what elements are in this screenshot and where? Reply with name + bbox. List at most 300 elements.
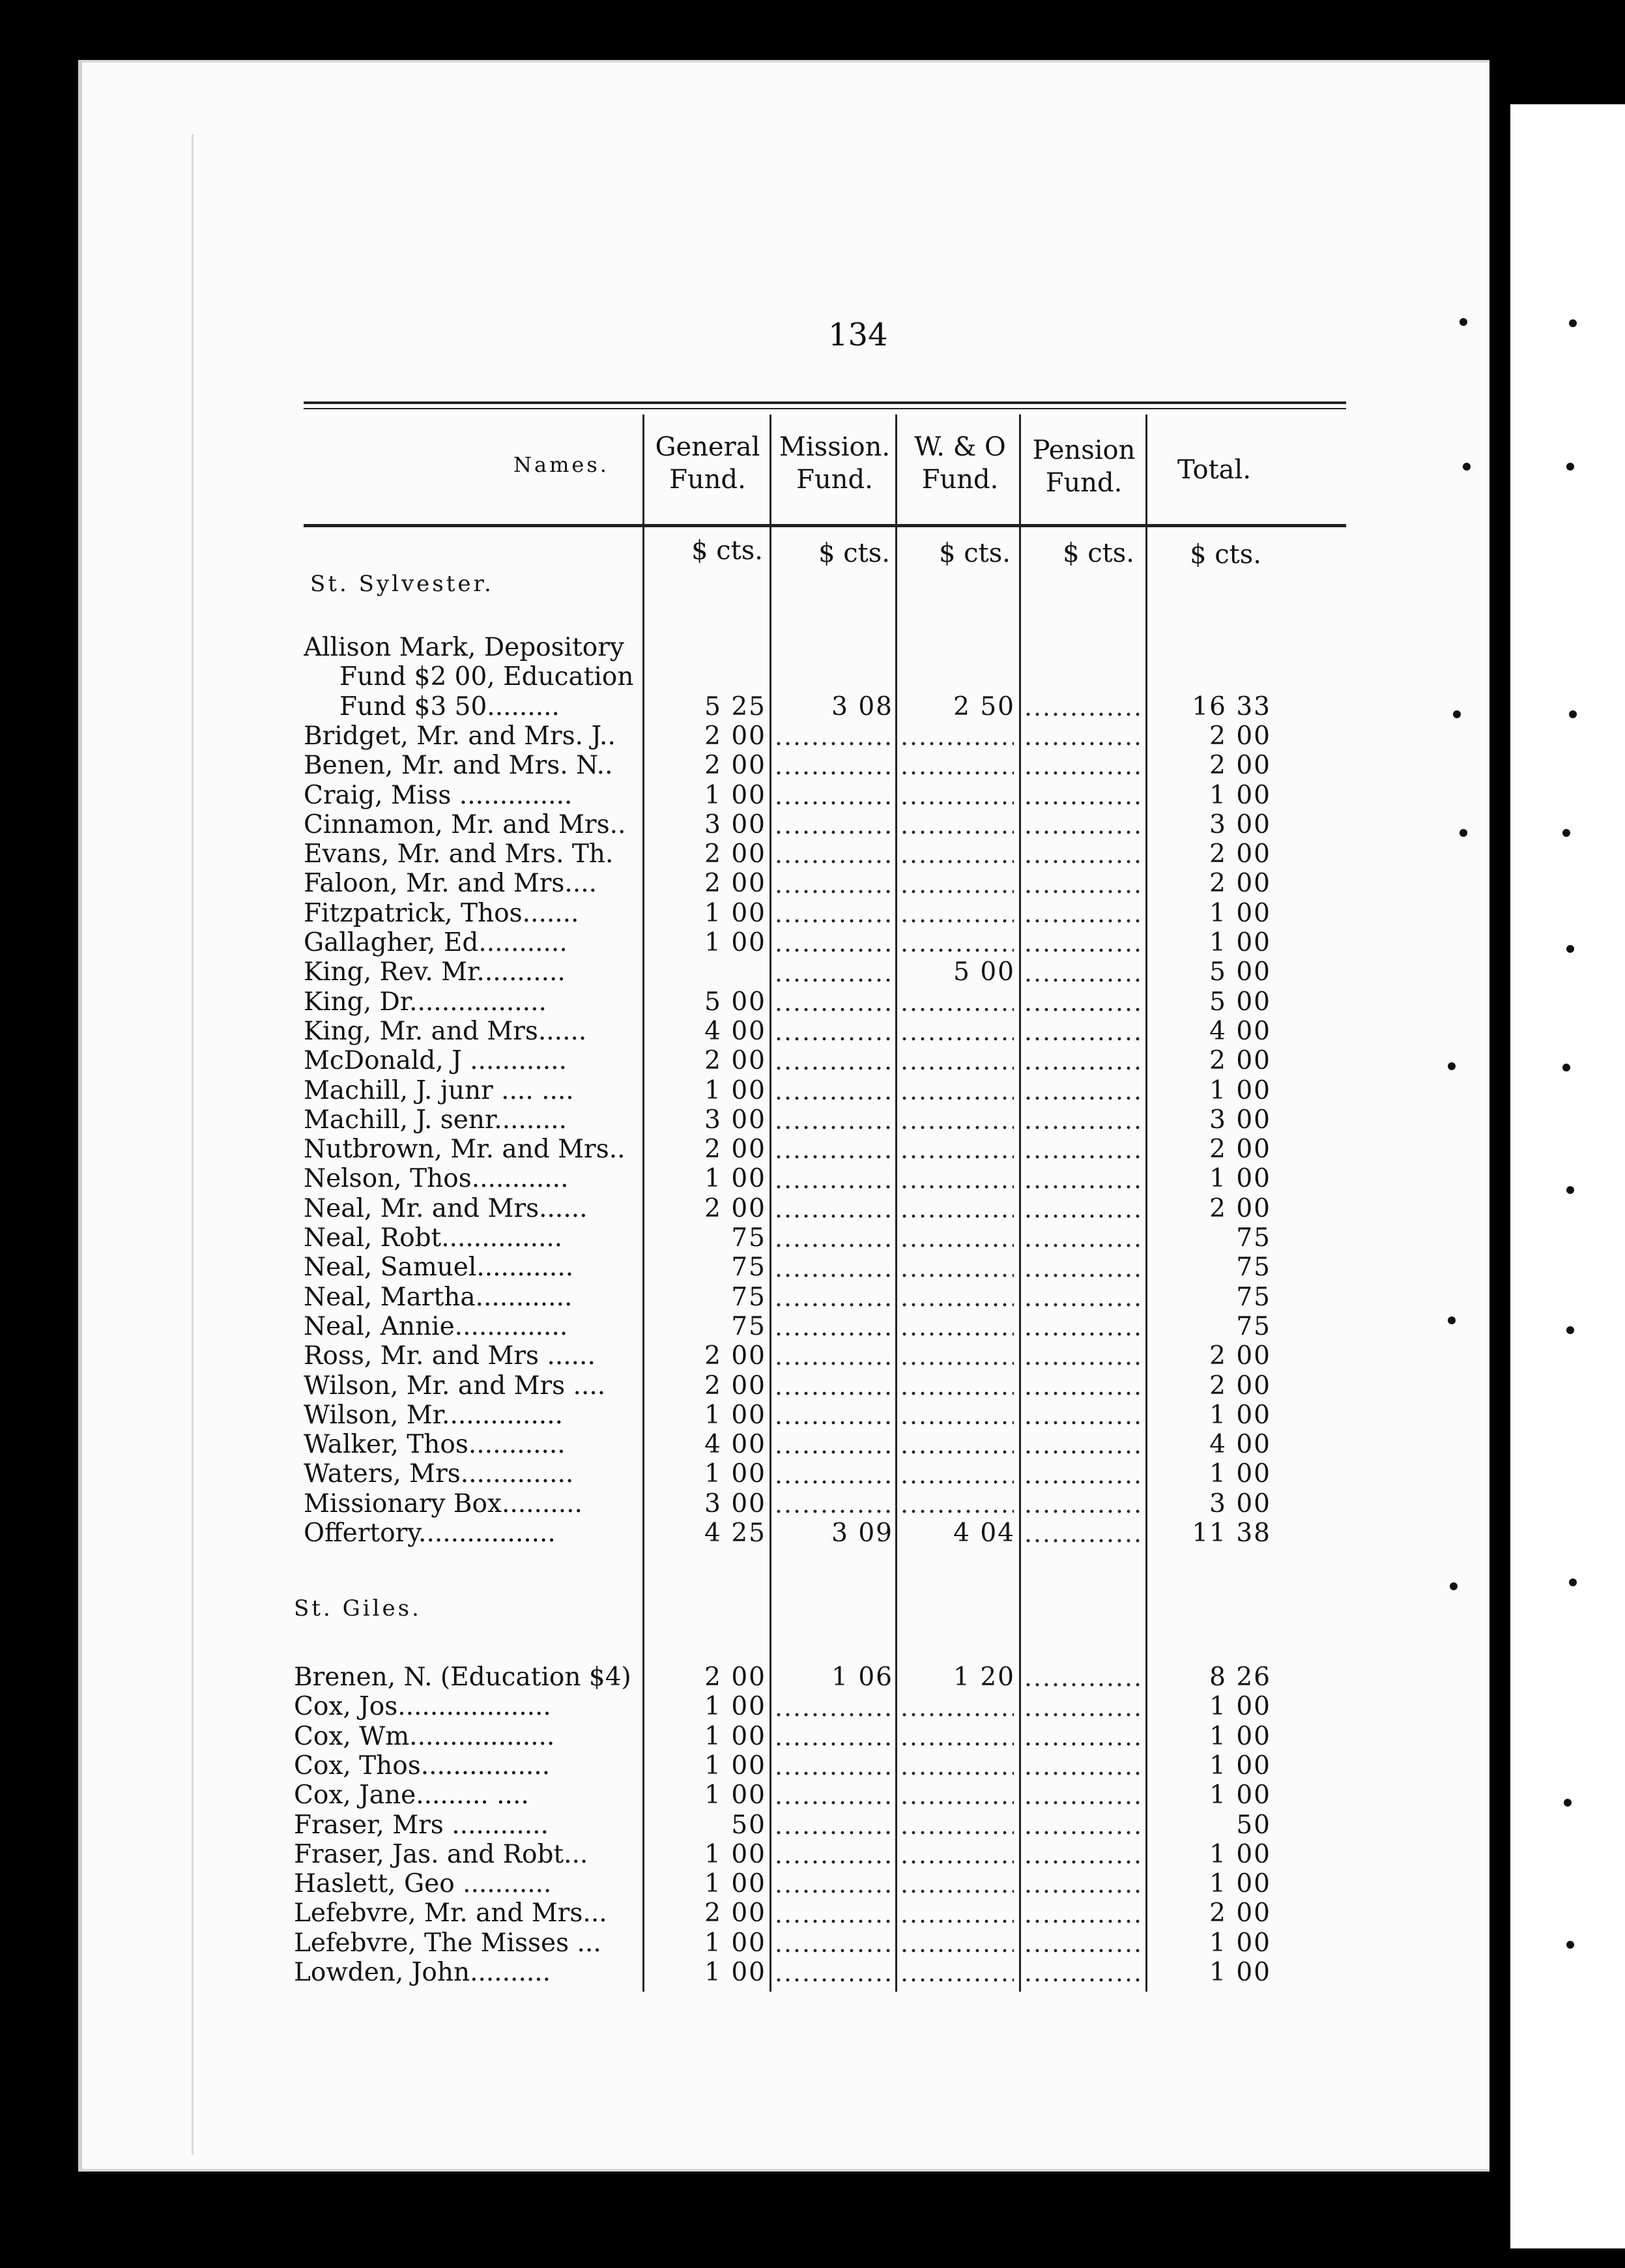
total-amount: 2 00 [1209, 751, 1271, 781]
mission-leader-dots [774, 1243, 890, 1247]
pension-leader-dots [1024, 1949, 1140, 1953]
contributor-name: Machill, J. senr......... [304, 1105, 567, 1135]
scan-speck [1562, 829, 1570, 837]
pension-leader-dots [1024, 919, 1140, 923]
top-rule [304, 401, 1346, 404]
mission-amount: 3 08 [831, 691, 893, 721]
table-row [82, 1371, 1489, 1401]
contributor-name: Fitzpatrick, Thos....... [304, 898, 579, 928]
table-row [82, 1017, 1489, 1046]
wo-leader-dots [900, 1214, 1014, 1218]
general-amount: 1 00 [704, 780, 766, 810]
total-amount: 75 [1236, 1311, 1271, 1341]
mission-leader-dots [774, 1450, 890, 1454]
wo-leader-dots [900, 919, 1014, 923]
total-amount: 2 00 [1209, 1371, 1271, 1401]
wo-leader-dots [900, 1742, 1014, 1746]
mission-leader-dots [774, 1860, 890, 1864]
contributor-name: Bridget, Mr. and Mrs. J.. [304, 721, 616, 751]
contributor-name: Nelson, Thos............ [304, 1164, 569, 1194]
table-row [82, 810, 1489, 839]
total-amount: 75 [1236, 1282, 1271, 1312]
general-amount: 2 00 [704, 1046, 766, 1076]
wo-leader-dots [900, 1771, 1014, 1775]
pension-leader-dots [1024, 1273, 1140, 1277]
total-amount: 2 00 [1209, 1046, 1271, 1076]
general-amount: 2 00 [704, 839, 766, 869]
wo-leader-dots [900, 1037, 1014, 1041]
table-row [82, 1135, 1489, 1164]
table-row [82, 633, 1489, 721]
total-amount: 75 [1236, 1223, 1271, 1253]
general-amount: 2 00 [704, 1341, 766, 1371]
mission-leader-dots [774, 948, 890, 952]
scan-speck [1453, 710, 1461, 718]
wo-amount: 4 04 [953, 1519, 1015, 1548]
unit-general: $ cts. [691, 536, 763, 566]
contributor-name: Cox, Thos................ [294, 1751, 551, 1781]
general-amount: 2 00 [704, 721, 766, 751]
pension-leader-dots [1024, 1303, 1140, 1307]
wo-leader-dots [900, 1889, 1014, 1893]
wo-leader-dots [900, 1303, 1014, 1307]
mission-leader-dots [774, 1008, 890, 1011]
pension-leader-dots [1024, 1480, 1140, 1484]
section-title-st-sylvester: St. Sylvester. [310, 571, 494, 597]
contributor-name: Brenen, N. (Education $4) [294, 1663, 631, 1692]
header-total: Total. [1177, 455, 1252, 485]
general-amount: 2 00 [704, 869, 766, 899]
header-pension-line1: Pension [1032, 435, 1136, 465]
mission-leader-dots [774, 1978, 890, 1982]
scan-speck [1569, 710, 1577, 718]
table-row [82, 1958, 1489, 1987]
general-amount: 1 00 [704, 928, 766, 957]
general-amount: 2 00 [704, 1371, 766, 1401]
contributor-name: Neal, Robt............... [304, 1223, 563, 1253]
pension-leader-dots [1024, 1919, 1140, 1923]
total-amount: 1 00 [1209, 1075, 1271, 1105]
contributor-name: King, Mr. and Mrs...... [304, 1016, 587, 1046]
contributor-name: Ross, Mr. and Mrs ...... [304, 1341, 596, 1371]
pension-leader-dots [1024, 801, 1140, 805]
scan-speck [1448, 1316, 1456, 1324]
wo-leader-dots [900, 1919, 1014, 1923]
mission-leader-dots [774, 830, 890, 834]
table-row [82, 1046, 1489, 1075]
contributor-name: King, Dr................. [304, 987, 547, 1017]
general-amount: 1 00 [704, 1075, 766, 1105]
mission-leader-dots [774, 1919, 890, 1923]
pension-leader-dots [1024, 712, 1140, 716]
pension-leader-dots [1024, 890, 1140, 894]
pension-leader-dots [1024, 1185, 1140, 1189]
total-amount: 4 00 [1209, 1430, 1271, 1460]
wo-leader-dots [900, 801, 1014, 805]
table-row [82, 928, 1489, 957]
contributor-name: Fraser, Jas. and Robt... [294, 1839, 588, 1869]
general-amount: 75 [731, 1311, 766, 1341]
general-amount: 75 [731, 1223, 766, 1253]
unit-wo: $ cts. [939, 538, 1011, 568]
pension-leader-dots [1024, 1391, 1140, 1395]
general-amount: 1 00 [704, 1928, 766, 1958]
general-amount: 1 00 [704, 898, 766, 928]
total-amount: 1 00 [1209, 1928, 1271, 1958]
mission-amount: 3 09 [831, 1519, 893, 1548]
unit-pension: $ cts. [1063, 538, 1134, 568]
table-row [82, 1840, 1489, 1869]
total-amount: 1 00 [1209, 1692, 1271, 1722]
wo-leader-dots [900, 1480, 1014, 1484]
header-mission-line2: Fund. [796, 465, 873, 495]
pension-leader-dots [1024, 1683, 1140, 1687]
contributor-name: Walker, Thos............ [304, 1430, 566, 1460]
mission-leader-dots [774, 1889, 890, 1893]
header-general-line2: Fund. [669, 465, 746, 495]
contributor-name: Lefebvre, The Misses ... [294, 1928, 601, 1958]
scan-speck [1460, 318, 1467, 326]
table-row [82, 1663, 1489, 1692]
mission-leader-dots [774, 801, 890, 805]
header-mission-line1: Mission. [779, 432, 891, 462]
contributor-name: Offertory................. [304, 1519, 556, 1548]
adjacent-page-edge [1510, 104, 1625, 2248]
mission-leader-dots [774, 1155, 890, 1159]
header-wo-line2: Fund. [921, 465, 999, 495]
contributor-name: Waters, Mrs.............. [304, 1459, 574, 1489]
mission-leader-dots [774, 1742, 890, 1746]
mission-leader-dots [774, 1801, 890, 1805]
total-amount: 1 00 [1209, 1400, 1271, 1430]
total-amount: 2 00 [1209, 1193, 1271, 1223]
general-amount: 5 25 [704, 691, 766, 721]
wo-leader-dots [900, 1332, 1014, 1336]
wo-amount: 5 00 [953, 957, 1015, 987]
general-amount: 2 00 [704, 751, 766, 781]
pension-leader-dots [1024, 1742, 1140, 1746]
pension-leader-dots [1024, 771, 1140, 775]
mission-leader-dots [774, 1126, 890, 1129]
total-amount: 2 00 [1209, 721, 1271, 751]
pension-leader-dots [1024, 1126, 1140, 1129]
mission-leader-dots [774, 919, 890, 923]
table-row [82, 1253, 1489, 1282]
contributor-name: McDonald, J ............ [304, 1046, 567, 1076]
unit-mission: $ cts. [818, 538, 890, 568]
total-amount: 2 00 [1209, 869, 1271, 899]
table-row [82, 987, 1489, 1017]
wo-leader-dots [900, 1096, 1014, 1100]
contributor-name: Cox, Jane......... .... [294, 1781, 529, 1810]
wo-leader-dots [900, 1066, 1014, 1070]
mission-leader-dots [774, 1949, 890, 1953]
scan-speck [1448, 1062, 1456, 1070]
mission-leader-dots [774, 1066, 890, 1070]
mission-leader-dots [774, 1771, 890, 1775]
mission-leader-dots [774, 1037, 890, 1041]
pension-leader-dots [1024, 860, 1140, 864]
scan-speck [1463, 463, 1471, 471]
header-wo [900, 431, 1020, 496]
pension-leader-dots [1024, 1243, 1140, 1247]
total-amount: 1 00 [1209, 1869, 1271, 1899]
contributor-name: Lowden, John.......... [294, 1958, 551, 1987]
top-rule-thin [304, 408, 1346, 409]
wo-leader-dots [900, 1860, 1014, 1864]
wo-leader-dots [900, 860, 1014, 864]
table-row [82, 781, 1489, 810]
total-amount: 1 00 [1209, 1781, 1271, 1810]
contributor-name: Neal, Annie.............. [304, 1311, 568, 1341]
total-amount: 16 33 [1192, 691, 1271, 721]
contributor-name: Wilson, Mr. and Mrs .... [304, 1371, 606, 1401]
general-amount: 2 00 [704, 1898, 766, 1928]
contributor-name: Gallagher, Ed........... [304, 928, 568, 957]
total-amount: 1 00 [1209, 780, 1271, 810]
general-amount: 4 25 [704, 1519, 766, 1548]
general-amount: 2 00 [704, 1193, 766, 1223]
contributor-name: Cinnamon, Mr. and Mrs.. [304, 809, 626, 839]
header-names: Names. [513, 452, 609, 477]
scan-speck [1566, 463, 1574, 471]
contributor-name: Lefebvre, Mr. and Mrs... [294, 1898, 607, 1928]
general-amount: 3 00 [704, 809, 766, 839]
table-row [82, 1341, 1489, 1371]
header-wo-line1: W. & O [914, 432, 1006, 462]
table-row [82, 721, 1489, 751]
wo-leader-dots [900, 1008, 1014, 1011]
contributor-name: King, Rev. Mr........... [304, 957, 566, 987]
contributor-name: Wilson, Mr............... [304, 1400, 563, 1430]
scan-speck [1569, 1578, 1577, 1586]
scan-speck [1564, 1799, 1572, 1807]
contributor-name: Evans, Mr. and Mrs. Th. [304, 839, 614, 869]
contributor-name: Cox, Jos................... [294, 1692, 551, 1722]
table-row [82, 1489, 1489, 1519]
pension-leader-dots [1024, 1450, 1140, 1454]
wo-leader-dots [900, 771, 1014, 775]
general-amount: 1 00 [704, 1781, 766, 1810]
contributor-name: Haslett, Geo ........... [294, 1869, 552, 1899]
pension-leader-dots [1024, 1771, 1140, 1775]
pension-leader-dots [1024, 742, 1140, 746]
table-row [82, 1401, 1489, 1430]
general-amount: 75 [731, 1282, 766, 1312]
mission-leader-dots [774, 1273, 890, 1277]
table-row [82, 751, 1489, 780]
mission-leader-dots [774, 860, 890, 864]
mission-leader-dots [774, 1421, 890, 1425]
pension-leader-dots [1024, 1860, 1140, 1864]
mission-leader-dots [774, 1713, 890, 1717]
mission-leader-dots [774, 1096, 890, 1100]
general-amount: 1 00 [704, 1721, 766, 1751]
table-row [82, 1810, 1489, 1840]
pension-leader-dots [1024, 830, 1140, 834]
total-amount: 75 [1236, 1253, 1271, 1283]
table-row [82, 1781, 1489, 1810]
table-row [82, 1076, 1489, 1105]
contributor-name: Fund $2 00, Education [339, 662, 634, 692]
wo-leader-dots [900, 890, 1014, 894]
scan-speck [1562, 1064, 1570, 1071]
pension-leader-dots [1024, 1037, 1140, 1041]
mission-leader-dots [774, 1332, 890, 1336]
mission-leader-dots [774, 890, 890, 894]
wo-leader-dots [900, 1509, 1014, 1513]
header-pension [1020, 434, 1147, 499]
header-general [646, 431, 769, 496]
total-amount: 1 00 [1209, 1839, 1271, 1869]
contributor-name: Allison Mark, Depository [304, 633, 624, 662]
wo-leader-dots [900, 830, 1014, 834]
mission-leader-dots [774, 1480, 890, 1484]
wo-leader-dots [900, 1391, 1014, 1395]
document-page [78, 60, 1489, 2172]
wo-leader-dots [900, 948, 1014, 952]
general-amount: 1 00 [704, 1400, 766, 1430]
table-row [82, 1869, 1489, 1898]
unit-total: $ cts. [1190, 540, 1261, 570]
total-amount: 50 [1236, 1810, 1271, 1840]
wo-leader-dots [900, 1949, 1014, 1953]
total-amount: 3 00 [1209, 1489, 1271, 1519]
contributor-name: Benen, Mr. and Mrs. N.. [304, 751, 613, 781]
general-amount: 2 00 [704, 1135, 766, 1165]
total-amount: 1 00 [1209, 1958, 1271, 1987]
total-amount: 2 00 [1209, 839, 1271, 869]
pension-leader-dots [1024, 1008, 1140, 1011]
contributor-name: Nutbrown, Mr. and Mrs.. [304, 1135, 626, 1165]
general-amount: 1 00 [704, 1164, 766, 1194]
wo-leader-dots [900, 1421, 1014, 1425]
wo-leader-dots [900, 1155, 1014, 1159]
general-amount: 3 00 [704, 1489, 766, 1519]
total-amount: 2 00 [1209, 1341, 1271, 1371]
table-row [82, 1283, 1489, 1312]
mission-leader-dots [774, 1391, 890, 1395]
contributor-name: Neal, Samuel............ [304, 1253, 574, 1283]
table-row [82, 839, 1489, 869]
wo-amount: 2 50 [953, 691, 1015, 721]
total-amount: 5 00 [1209, 987, 1271, 1017]
pension-leader-dots [1024, 948, 1140, 952]
mission-leader-dots [774, 1831, 890, 1835]
wo-leader-dots [900, 1243, 1014, 1247]
contributor-name: Cox, Wm.................. [294, 1721, 555, 1751]
contributor-name: Missionary Box.......... [304, 1489, 582, 1519]
table-row [82, 1312, 1489, 1341]
pension-leader-dots [1024, 1066, 1140, 1070]
pension-leader-dots [1024, 1332, 1140, 1336]
general-amount: 4 00 [704, 1016, 766, 1046]
scan-speck [1566, 1186, 1574, 1194]
table-row [82, 1722, 1489, 1751]
section-title-st-giles: St. Giles. [294, 1595, 422, 1621]
mission-leader-dots [774, 1185, 890, 1189]
total-amount: 4 00 [1209, 1016, 1271, 1046]
table-row [82, 899, 1489, 928]
total-amount: 3 00 [1209, 809, 1271, 839]
pension-leader-dots [1024, 1421, 1140, 1425]
pension-leader-dots [1024, 1155, 1140, 1159]
header-pension-line2: Fund. [1045, 468, 1123, 498]
scan-speck [1566, 1941, 1574, 1949]
wo-leader-dots [900, 1450, 1014, 1454]
general-amount: 1 00 [704, 1869, 766, 1899]
table-row [82, 1519, 1489, 1548]
table-row [82, 869, 1489, 898]
general-amount: 4 00 [704, 1430, 766, 1460]
wo-amount: 1 20 [953, 1663, 1015, 1692]
general-amount: 75 [731, 1253, 766, 1283]
table-row [82, 957, 1489, 987]
table-row [82, 1928, 1489, 1958]
contributor-name: Fund $3 50......... [339, 691, 560, 721]
wo-leader-dots [900, 1185, 1014, 1189]
mission-leader-dots [774, 1214, 890, 1218]
pension-leader-dots [1024, 1978, 1140, 1982]
contributor-name: Neal, Martha............ [304, 1282, 573, 1312]
wo-leader-dots [900, 1978, 1014, 1982]
wo-leader-dots [900, 1361, 1014, 1365]
table-row [82, 1164, 1489, 1193]
pension-leader-dots [1024, 1361, 1140, 1365]
scan-speck [1566, 1326, 1574, 1334]
general-amount: 1 00 [704, 1839, 766, 1869]
pension-leader-dots [1024, 1713, 1140, 1717]
scan-speck [1566, 945, 1574, 953]
general-amount: 2 00 [704, 1663, 766, 1692]
general-amount: 5 00 [704, 987, 766, 1017]
total-amount: 2 00 [1209, 1898, 1271, 1928]
table-row [82, 1430, 1489, 1459]
contributor-name: Fraser, Mrs ............ [294, 1810, 549, 1840]
scan-speck [1460, 829, 1467, 837]
pension-leader-dots [1024, 1801, 1140, 1805]
mission-leader-dots [774, 742, 890, 746]
wo-leader-dots [900, 1801, 1014, 1805]
scan-speck [1450, 1582, 1458, 1590]
wo-leader-dots [900, 1713, 1014, 1717]
scan-speck [1569, 319, 1577, 327]
general-amount: 50 [731, 1810, 766, 1840]
total-amount: 11 38 [1192, 1519, 1271, 1548]
wo-leader-dots [900, 1831, 1014, 1835]
mission-leader-dots [774, 771, 890, 775]
total-amount: 1 00 [1209, 898, 1271, 928]
pension-leader-dots [1024, 1889, 1140, 1893]
general-amount: 1 00 [704, 1692, 766, 1722]
wo-leader-dots [900, 1273, 1014, 1277]
contributor-name: Neal, Mr. and Mrs...... [304, 1193, 588, 1223]
table-row [82, 1751, 1489, 1781]
pension-leader-dots [1024, 1831, 1140, 1835]
header-rule [304, 524, 1346, 527]
general-amount: 1 00 [704, 1958, 766, 1987]
mission-leader-dots [774, 1509, 890, 1513]
pension-leader-dots [1024, 1096, 1140, 1100]
wo-leader-dots [900, 1126, 1014, 1129]
header-mission [773, 431, 897, 496]
table-row [82, 1105, 1489, 1135]
mission-leader-dots [774, 1303, 890, 1307]
mission-leader-dots [774, 978, 890, 982]
mission-leader-dots [774, 1361, 890, 1365]
total-amount: 1 00 [1209, 928, 1271, 957]
general-amount: 1 00 [704, 1751, 766, 1781]
